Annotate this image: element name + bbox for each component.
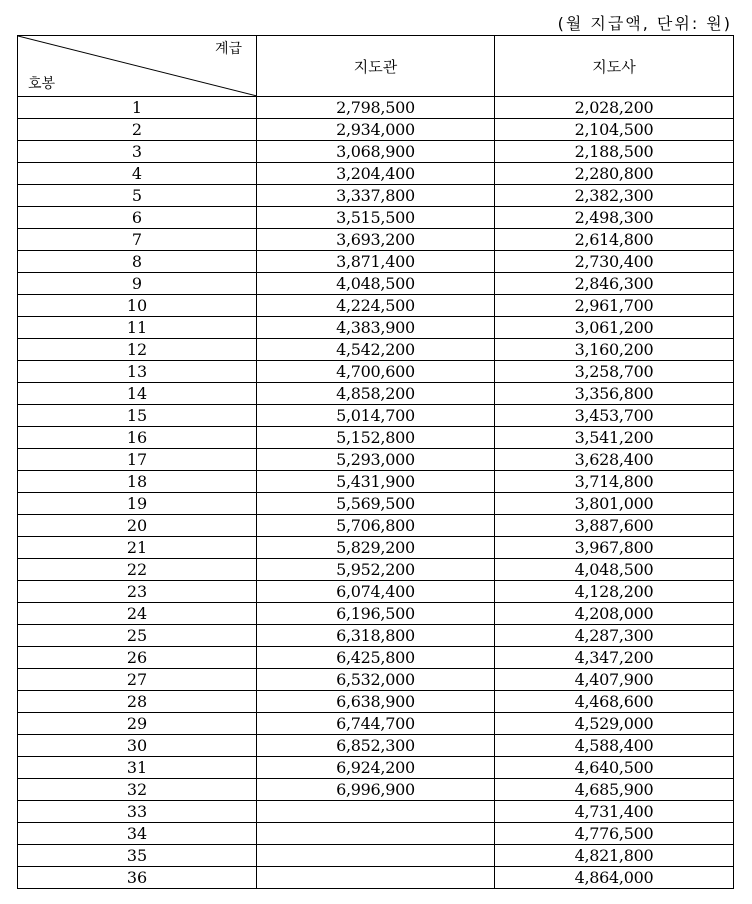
jidosa-cell: 3,628,400 [495,449,734,471]
step-cell: 14 [18,383,257,405]
jidogwan-cell: 3,515,500 [257,207,495,229]
jidosa-cell: 4,821,800 [495,845,734,867]
jidosa-cell: 3,541,200 [495,427,734,449]
table-row [18,97,734,119]
table-row [18,691,734,713]
step-cell: 6 [18,207,257,229]
jidosa-cell: 4,407,900 [495,669,734,691]
jidosa-cell: 3,160,200 [495,339,734,361]
jidosa-cell: 3,967,800 [495,537,734,559]
jidosa-cell: 3,714,800 [495,471,734,493]
table-row [18,273,734,295]
table-row [18,229,734,251]
step-cell: 30 [18,735,257,757]
step-cell: 5 [18,185,257,207]
jidogwan-cell: 5,014,700 [257,405,495,427]
jidogwan-cell: 5,152,800 [257,427,495,449]
step-cell: 3 [18,141,257,163]
table-row [18,603,734,625]
table-row [18,361,734,383]
step-cell: 29 [18,713,257,735]
table-row [18,713,734,735]
jidogwan-cell: 6,744,700 [257,713,495,735]
jidosa-cell: 4,731,400 [495,801,734,823]
jidosa-cell: 2,614,800 [495,229,734,251]
step-cell: 27 [18,669,257,691]
jidosa-cell: 4,864,000 [495,867,734,889]
jidosa-cell: 3,356,800 [495,383,734,405]
jidogwan-cell: 4,700,600 [257,361,495,383]
table-row [18,295,734,317]
jidosa-cell: 2,730,400 [495,251,734,273]
jidogwan-cell: 4,383,900 [257,317,495,339]
jidosa-cell: 4,347,200 [495,647,734,669]
table-header-row [18,36,734,97]
jidosa-cell: 4,208,000 [495,603,734,625]
step-cell: 20 [18,515,257,537]
step-cell: 9 [18,273,257,295]
step-cell: 1 [18,97,257,119]
jidogwan-cell: 4,048,500 [257,273,495,295]
header-col-jidosa: 지도사 [495,36,734,97]
jidosa-cell: 2,188,500 [495,141,734,163]
jidogwan-cell: 3,337,800 [257,185,495,207]
jidogwan-cell: 4,542,200 [257,339,495,361]
diagonal-header-cell [18,36,257,97]
table-row [18,185,734,207]
step-cell: 10 [18,295,257,317]
jidogwan-cell: 4,224,500 [257,295,495,317]
jidogwan-cell: 3,693,200 [257,229,495,251]
jidogwan-cell: 5,569,500 [257,493,495,515]
jidogwan-cell: 5,431,900 [257,471,495,493]
jidosa-cell: 4,685,900 [495,779,734,801]
step-cell: 12 [18,339,257,361]
jidosa-cell: 4,287,300 [495,625,734,647]
step-cell: 35 [18,845,257,867]
jidogwan-cell [257,845,495,867]
jidogwan-cell: 2,934,000 [257,119,495,141]
table-row [18,801,734,823]
jidogwan-cell: 6,852,300 [257,735,495,757]
step-cell: 28 [18,691,257,713]
jidogwan-cell [257,867,495,889]
jidosa-cell: 2,498,300 [495,207,734,229]
table-row [18,339,734,361]
jidogwan-cell: 6,425,800 [257,647,495,669]
step-cell: 33 [18,801,257,823]
step-cell: 32 [18,779,257,801]
step-cell: 22 [18,559,257,581]
jidogwan-cell: 3,068,900 [257,141,495,163]
table-row [18,207,734,229]
table-row [18,559,734,581]
jidosa-cell: 2,028,200 [495,97,734,119]
step-cell: 15 [18,405,257,427]
table-row [18,823,734,845]
jidogwan-cell: 4,858,200 [257,383,495,405]
table-row [18,119,734,141]
jidosa-cell: 4,128,200 [495,581,734,603]
jidosa-cell: 4,640,500 [495,757,734,779]
header-col-jidogwan: 지도관 [257,36,495,97]
jidosa-cell: 4,048,500 [495,559,734,581]
step-cell: 24 [18,603,257,625]
step-cell: 25 [18,625,257,647]
jidosa-cell: 4,588,400 [495,735,734,757]
table-row [18,537,734,559]
step-cell: 4 [18,163,257,185]
table-row [18,383,734,405]
table-row [18,405,734,427]
table-row [18,735,734,757]
jidosa-cell: 3,061,200 [495,317,734,339]
table-row [18,867,734,889]
jidosa-cell: 3,887,600 [495,515,734,537]
jidosa-cell: 2,104,500 [495,119,734,141]
step-cell: 18 [18,471,257,493]
jidogwan-cell: 5,829,200 [257,537,495,559]
step-cell: 19 [18,493,257,515]
jidogwan-cell: 6,996,900 [257,779,495,801]
table-row [18,317,734,339]
step-cell: 17 [18,449,257,471]
jidosa-cell: 3,453,700 [495,405,734,427]
jidogwan-cell: 6,074,400 [257,581,495,603]
table-row [18,251,734,273]
jidogwan-cell: 5,706,800 [257,515,495,537]
step-cell: 36 [18,867,257,889]
jidogwan-cell [257,801,495,823]
step-cell: 7 [18,229,257,251]
jidosa-cell: 2,382,300 [495,185,734,207]
jidogwan-cell: 3,204,400 [257,163,495,185]
table-row [18,515,734,537]
step-cell: 8 [18,251,257,273]
jidosa-cell: 3,258,700 [495,361,734,383]
jidosa-cell: 2,280,800 [495,163,734,185]
jidogwan-cell: 5,293,000 [257,449,495,471]
step-cell: 34 [18,823,257,845]
step-cell: 31 [18,757,257,779]
table-row [18,427,734,449]
jidogwan-cell: 6,638,900 [257,691,495,713]
step-cell: 26 [18,647,257,669]
step-cell: 23 [18,581,257,603]
jidogwan-cell [257,823,495,845]
table-row [18,581,734,603]
jidosa-cell: 2,961,700 [495,295,734,317]
unit-note: (월 지급액, 단위: 원) [557,14,732,33]
jidogwan-cell: 6,196,500 [257,603,495,625]
jidosa-cell: 4,529,000 [495,713,734,735]
table-row [18,449,734,471]
table-row [18,669,734,691]
table-row [18,625,734,647]
jidogwan-cell: 5,952,200 [257,559,495,581]
header-grade-label: 계급 [214,41,242,57]
jidosa-cell: 4,468,600 [495,691,734,713]
header-step-label: 호봉 [28,76,56,92]
table-row [18,493,734,515]
step-cell: 21 [18,537,257,559]
jidogwan-cell: 6,924,200 [257,757,495,779]
table-row [18,141,734,163]
salary-table [17,35,734,889]
jidogwan-cell: 2,798,500 [257,97,495,119]
table-row [18,647,734,669]
jidosa-cell: 2,846,300 [495,273,734,295]
jidogwan-cell: 6,318,800 [257,625,495,647]
table-row [18,757,734,779]
step-cell: 13 [18,361,257,383]
step-cell: 2 [18,119,257,141]
table-row [18,845,734,867]
jidosa-cell: 3,801,000 [495,493,734,515]
step-cell: 16 [18,427,257,449]
table-row [18,163,734,185]
jidogwan-cell: 3,871,400 [257,251,495,273]
table-row [18,779,734,801]
table-row [18,471,734,493]
step-cell: 11 [18,317,257,339]
jidosa-cell: 4,776,500 [495,823,734,845]
jidogwan-cell: 6,532,000 [257,669,495,691]
table-body [18,97,734,889]
